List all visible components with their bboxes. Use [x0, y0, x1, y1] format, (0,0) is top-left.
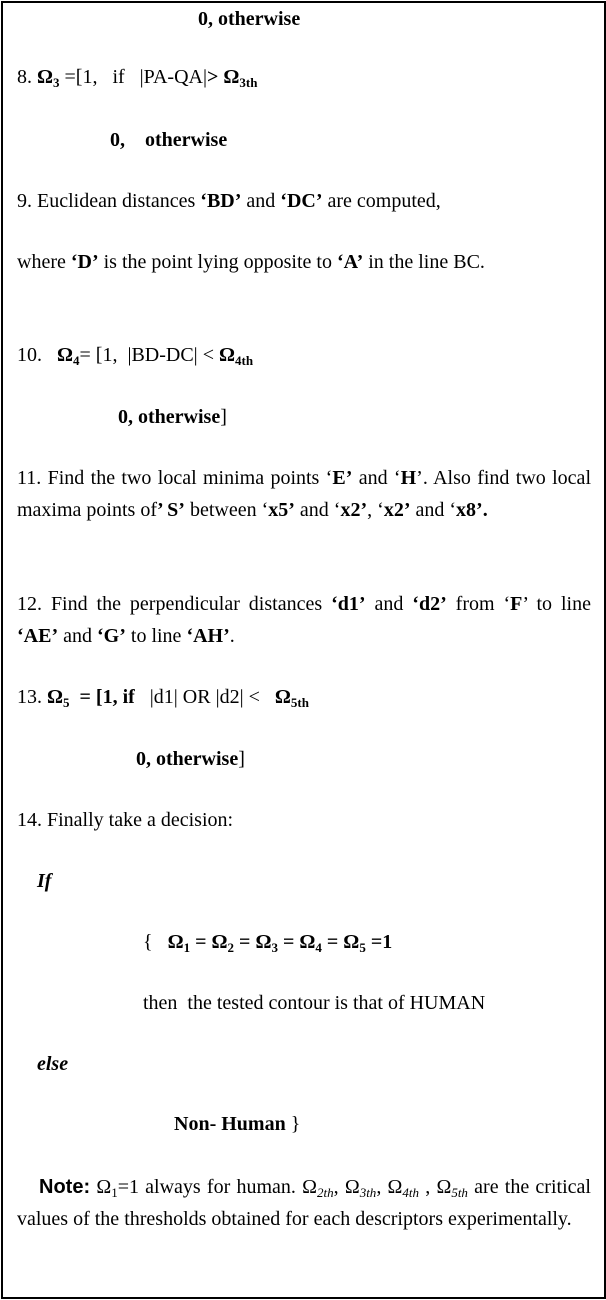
- text-segment: and: [241, 190, 281, 212]
- text-segment: then the tested contour is that of HUMAN: [143, 992, 486, 1014]
- text-segment: = [1, |BD-DC| <: [79, 344, 219, 366]
- subscript: 4th: [234, 353, 254, 368]
- text-segment: =1: [365, 931, 393, 953]
- text-segment: ]: [238, 748, 245, 770]
- text-segment: between ‘: [184, 499, 269, 521]
- text-segment: H: [400, 467, 417, 489]
- text-segment: 9. Euclidean distances: [17, 190, 201, 212]
- subscript: 5th: [451, 1185, 468, 1200]
- text-segment: 8.: [17, 66, 37, 88]
- step9-where: [17, 246, 591, 278]
- text-segment: ‘G’: [97, 625, 126, 647]
- text-segment: are the critical values of the thresholds obtained for each descriptors experimentally.: [17, 1176, 591, 1230]
- text-segment: = [1, if: [69, 686, 135, 708]
- text-segment: ‘BD’: [200, 190, 242, 212]
- text-segment: ]: [220, 406, 227, 428]
- condition: [143, 926, 392, 958]
- then-human: [143, 987, 485, 1019]
- text-segment: x5’: [268, 499, 295, 521]
- text-segment: Ω: [47, 686, 64, 708]
- subscript: 3: [271, 940, 278, 955]
- text-segment: ‘d1’: [331, 593, 366, 615]
- text-segment: Ω: [167, 931, 184, 953]
- text-segment: ‘d2’: [412, 593, 447, 615]
- subscript: 2th: [316, 1185, 334, 1200]
- text-segment: E’: [332, 467, 353, 489]
- step12-perpendicular: [17, 588, 591, 652]
- step13-omega5: [17, 681, 309, 713]
- step10-omega4: [17, 339, 253, 371]
- text-segment: 12. Find the perpendicular distances: [17, 593, 332, 615]
- text-segment: to line: [125, 625, 187, 647]
- step14-decision: [17, 804, 233, 836]
- text-segment: = Ω: [321, 931, 360, 953]
- step9-euclidean: [17, 185, 441, 217]
- text-segment: > Ω: [206, 66, 240, 88]
- text-segment: = Ω: [190, 931, 228, 953]
- text-segment: ’ S’: [156, 499, 185, 521]
- text-segment: where: [17, 251, 71, 273]
- text-segment: 14. Finally take a decision:: [17, 809, 234, 831]
- text-segment: x2’: [383, 499, 411, 521]
- text-segment: |d1| OR |d2| <: [134, 686, 275, 708]
- text-segment: x2’: [340, 499, 368, 521]
- if-keyword: [37, 865, 51, 897]
- text-segment: Ω: [218, 344, 235, 366]
- text-segment: and ‘: [294, 499, 341, 521]
- text-segment: from ‘: [446, 593, 511, 615]
- text-segment: ‘D’: [70, 251, 99, 273]
- text-segment: 13.: [17, 686, 47, 708]
- step7-otherwise: [198, 3, 300, 35]
- subscript: 1: [111, 1185, 118, 1200]
- text-segment: 0, otherwise: [110, 129, 228, 151]
- text-segment: ‘AH’: [186, 625, 230, 647]
- step8-otherwise: [110, 124, 227, 156]
- text-segment: }: [285, 1113, 301, 1135]
- text-segment: = Ω: [277, 931, 316, 953]
- text-segment: are computed,: [322, 190, 441, 212]
- text-segment: 11. Find the two local minima points ‘: [17, 467, 333, 489]
- text-segment: , Ω: [376, 1176, 403, 1198]
- note-paragraph: [17, 1171, 591, 1235]
- text-segment: .: [229, 625, 235, 647]
- text-segment: Ω: [90, 1176, 112, 1198]
- text-segment: Non- Human: [174, 1113, 286, 1135]
- text-segment: and: [365, 593, 413, 615]
- step11-local-minima: [17, 462, 591, 526]
- text-segment: , Ω: [333, 1176, 360, 1198]
- text-segment: and: [58, 625, 97, 647]
- text-segment: ’. Also find two local maxima points of: [17, 467, 591, 521]
- text-segment: in the line BC.: [363, 251, 485, 273]
- subscript: 5th: [290, 695, 309, 710]
- subscript: 1: [183, 940, 191, 955]
- text-segment: , Ω: [419, 1176, 452, 1198]
- text-segment: ‘DC’: [280, 190, 323, 212]
- subscript: 2: [227, 940, 235, 955]
- subscript: 5: [359, 940, 366, 955]
- subscript: 3th: [359, 1185, 377, 1200]
- text-segment: If: [37, 870, 52, 892]
- step10-otherwise: [118, 401, 227, 433]
- text-segment: ’ to line: [522, 593, 591, 615]
- text-segment: 0, otherwise: [136, 748, 239, 770]
- subscript: 4: [315, 940, 322, 955]
- non-human: [174, 1108, 300, 1140]
- text-segment: Ω: [37, 66, 54, 88]
- subscript: 4: [73, 353, 80, 368]
- text-segment: F: [510, 593, 523, 615]
- subscript: 3th: [239, 75, 258, 90]
- step13-otherwise: [136, 743, 245, 775]
- subscript: 4th: [402, 1185, 420, 1200]
- else-keyword: [37, 1048, 68, 1080]
- text-segment: ‘A’: [336, 251, 364, 273]
- text-segment: Note:: [39, 1176, 91, 1198]
- text-segment: and ‘: [352, 467, 401, 489]
- text-segment: Ω: [57, 344, 74, 366]
- text-segment: =1 always for human. Ω: [117, 1176, 317, 1198]
- subscript: 5: [63, 695, 70, 710]
- text-segment: , ‘: [367, 499, 384, 521]
- text-segment: 10.: [17, 344, 57, 366]
- text-segment: else: [37, 1053, 69, 1075]
- text-segment: =[1, if |PA-QA|: [59, 66, 207, 88]
- text-segment: = Ω: [234, 931, 272, 953]
- subscript: 3: [53, 75, 60, 90]
- text-segment: 0, otherwise: [198, 8, 301, 30]
- text-segment: {: [143, 931, 168, 953]
- text-segment: and ‘: [410, 499, 457, 521]
- text-segment: Ω: [274, 686, 291, 708]
- text-segment: x8’.: [456, 499, 488, 521]
- text-segment: is the point lying opposite to: [98, 251, 337, 273]
- step8-omega3: [17, 61, 257, 93]
- text-segment: 0, otherwise: [118, 406, 221, 428]
- text-segment: ‘AE’: [17, 625, 59, 647]
